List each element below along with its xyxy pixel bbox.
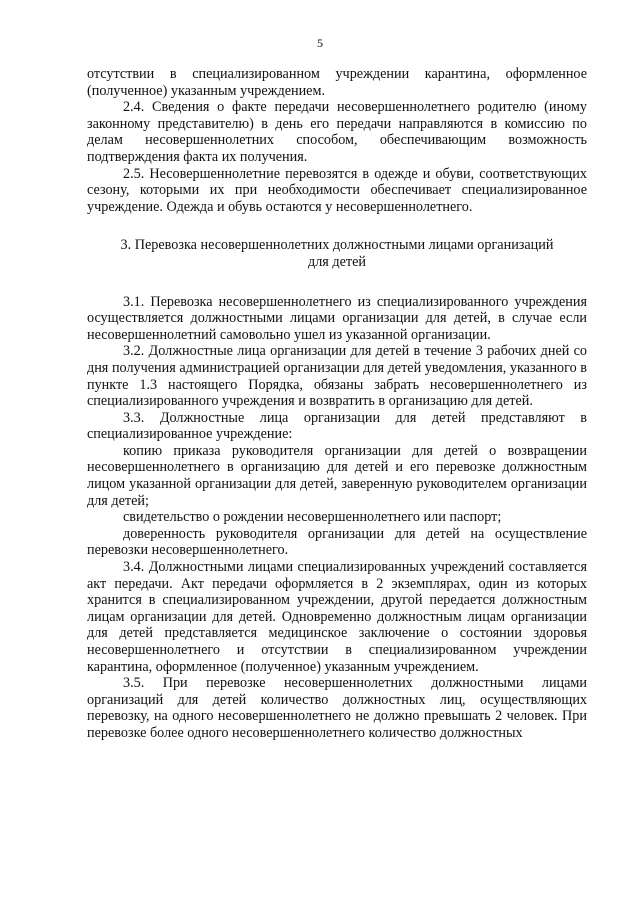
section-heading (87, 237, 587, 270)
paragraph-3-5: 3.5. При перевозке несовершеннолетних должностными лицами организаций для детей количество должностных лиц, осуществляющих перевозку, на одного несовершеннолетнего не должно превышать 2 человек. При перевозке более одного несовершеннолетнего количество должностных (87, 675, 587, 741)
paragraph-3-3-item-order-copy: копию приказа руководителя организации для детей о возвращении несовершеннолетнего в организацию для детей и его перевозке должностным лицом указанной организации для детей, заверенную руководителем организации для детей; (87, 442, 587, 509)
paragraph-3-1: 3.1. Перевозка несовершеннолетнего из специализированного учреждения осуществляется должностными лицами организации для детей, в случае если несовершеннолетний самовольно ушел из указанной организации. (87, 293, 587, 343)
paragraph-2-5: 2.5. Несовершеннолетние перевозятся в одежде и обуви, соответствующих сезону, которыми их при необходимости обеспечивает специализированное учреждение. Одежда и обувь остаются у несовершеннолетнего. (87, 165, 587, 215)
paragraph-2-4: 2.4. Сведения о факте передачи несовершеннолетнего родителю (иному законному представителю) в день его передачи направляются в комиссию по делам несовершеннолетних способом, обеспечивающим возможность подтверждения факта их получения. (87, 99, 587, 165)
paragraph-3-4: 3.4. Должностными лицами специализированных учреждений составляется акт передачи. Акт передачи оформляется в 2 экземплярах, один из которых хранится в специализированном учреждении, другой передается должностным лицам организации для детей. Одновременно должностным лицам организации для детей представляется медицинское заключение о состоянии здоровья несовершеннолетнего и отсутствии в специализированном учреждении карантина, оформленное (полученное) указанным учреждением. (87, 559, 587, 675)
page-number: 5 (317, 36, 323, 50)
paragraph-3-3-item-power-of-attorney: доверенность руководителя организации для детей на осуществление перевозки несовершеннолетнего. (87, 525, 587, 559)
document-body (87, 66, 587, 742)
paragraph-continuation: отсутствии в специализированном учреждении карантина, оформленное (полученное) указанным учреждением. (87, 66, 587, 99)
section-heading-line-1: 3. Перевозка несовершеннолетних должностными лицами организаций (120, 237, 554, 254)
section-heading-line-2: для детей (308, 253, 366, 270)
paragraph-3-3: 3.3. Должностные лица организации для детей представляют в специализированное учреждение: (87, 409, 587, 443)
paragraph-3-3-item-birth-certificate: свидетельство о рождении несовершеннолетнего или паспорт; (123, 509, 502, 526)
paragraph-3-2: 3.2. Должностные лица организации для детей в течение 3 рабочих дней со дня получения администрацией организации для детей уведомления, указанного в пункте 1.3 настоящего Порядка, обязаны забрать несовершеннолетнего из специализированного учреждения и возвратить в организацию для детей. (87, 343, 587, 410)
